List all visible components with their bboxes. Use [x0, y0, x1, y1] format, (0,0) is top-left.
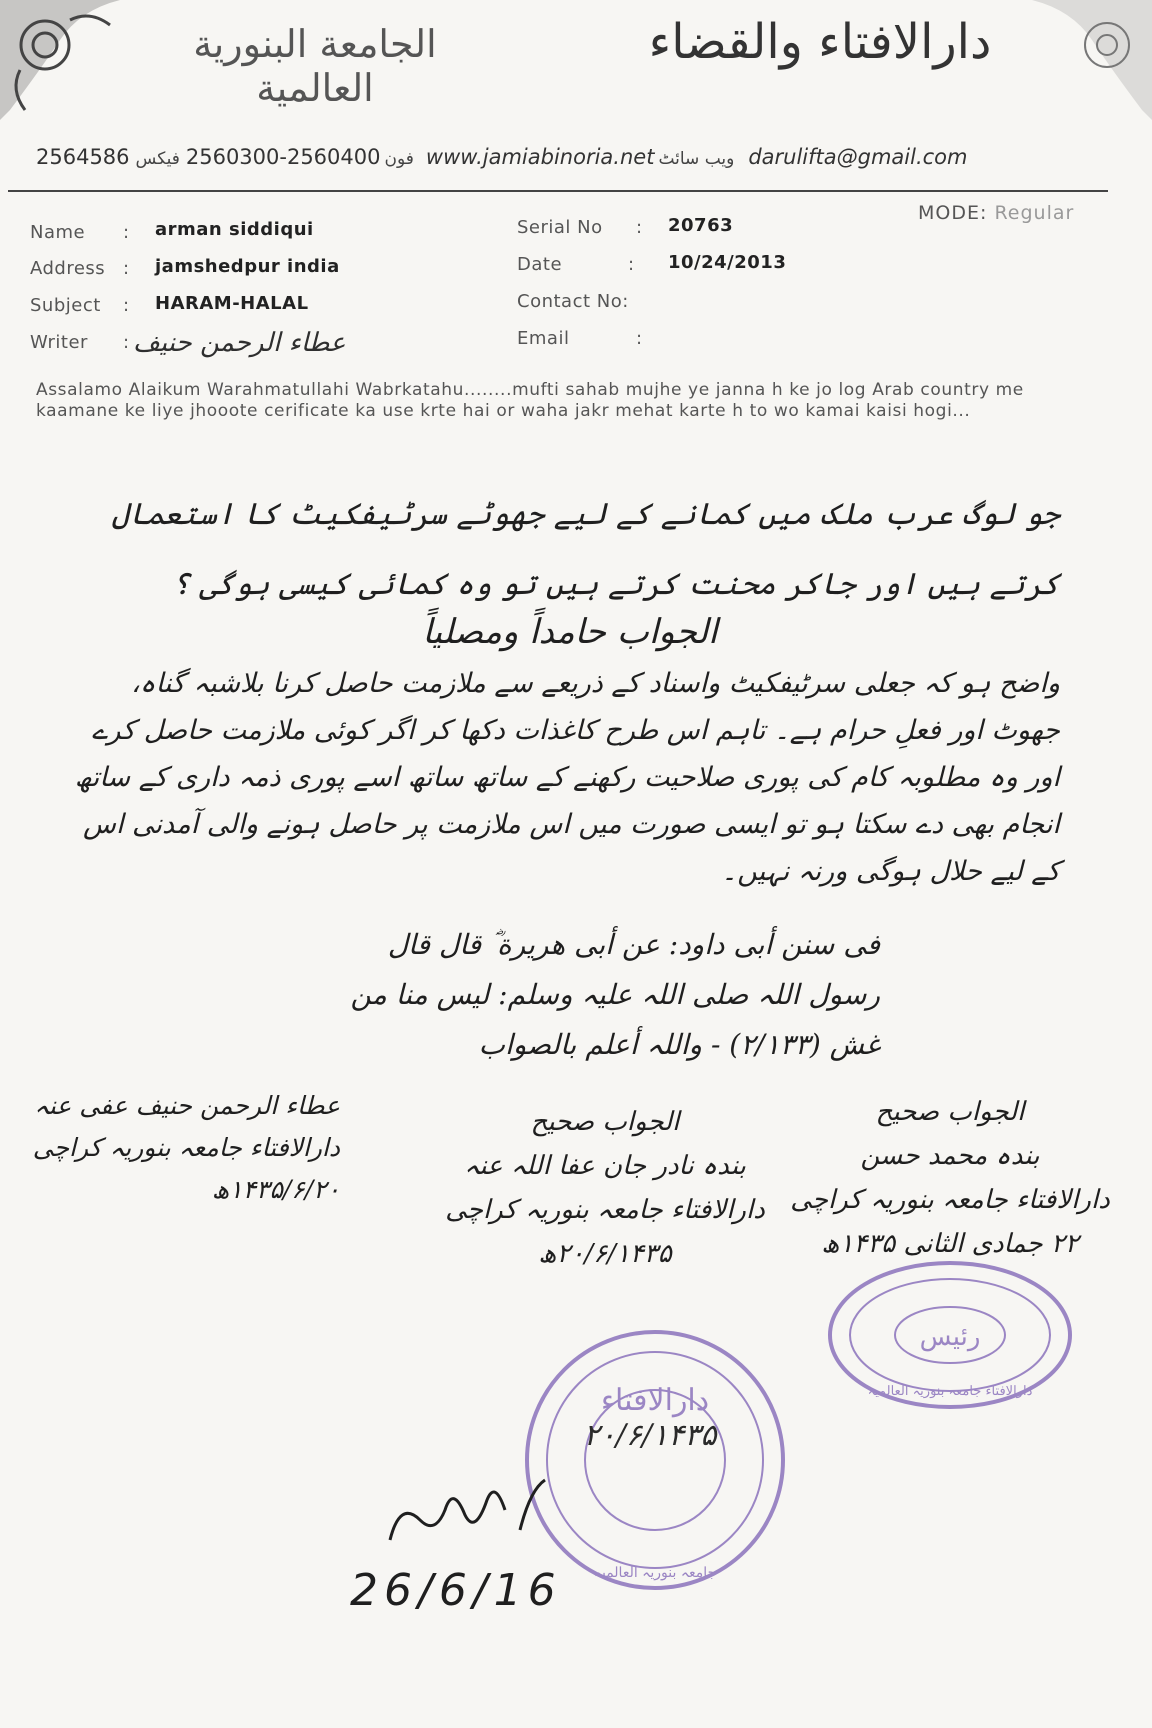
signature-line: بندہ محمد حسن [860, 1141, 1040, 1171]
serial-value: 20763 [668, 215, 734, 236]
department-name: دارالافتاء والقضاء [648, 14, 992, 70]
verifier-signature-block [440, 1100, 770, 1276]
mode-value: Regular [994, 202, 1075, 224]
signature-line: عطاء الرحمن حنیف عفی عنہ [34, 1091, 340, 1120]
signature-line: دارالافتاء جامعہ بنوریہ کراچی [445, 1195, 765, 1225]
oval-official-stamp [825, 1255, 1075, 1415]
fax-number: 2564586 [36, 145, 130, 169]
name-value: arman siddiqui [155, 219, 314, 240]
header-divider [8, 190, 1108, 192]
signature-line: دارالافتاء جامعہ بنوریہ کراچی [790, 1185, 1110, 1215]
signature-line: بندہ نادر جان عفا اللہ عنہ [464, 1151, 746, 1181]
signature-line: ۲۲ جمادی الثانی ۱۴۳۵ھ [821, 1229, 1079, 1259]
oval-stamp-center-text: رئیس [919, 1322, 981, 1352]
fax-label: فیکس [135, 149, 180, 169]
floral-ornament-icon [1032, 0, 1152, 120]
final-handwritten-date: 26/6/16 [350, 1565, 562, 1616]
handwritten-question: جو لوگ عرب ملک میں کمانے کے لیے جھوٹے سرٹیفکیٹ کا استعمال کرتے ہیں اور جاکر محنت کرتے ہیں تو وہ کمائی کیسی ہوگی ؟ [111, 497, 1060, 602]
stamp-handwritten-date: ۲۰/۶/۱۴۳۵ [583, 1418, 717, 1453]
email-label: Email [517, 328, 570, 349]
round-stamp-center-text: دارالافتاء [600, 1383, 710, 1418]
initials-scribble-signature [370, 1470, 570, 1560]
email-colon: : [636, 328, 643, 349]
mode-field [918, 202, 1074, 224]
date-value: 10/24/2013 [668, 252, 787, 273]
subject-label: Subject [30, 295, 101, 316]
name-colon: : [123, 222, 130, 243]
date-label: Date [517, 254, 563, 275]
round-stamp-ring-text: جامعہ بنوریہ العالمیہ [593, 1565, 717, 1581]
mode-label: MODE: [918, 202, 988, 224]
floral-ornament-icon [0, 0, 120, 120]
address-label: Address [30, 258, 106, 279]
signature-line: دارالافتاء جامعہ بنوریہ کراچی [32, 1133, 340, 1162]
writer-label: Writer [30, 332, 88, 353]
hadith-reference [300, 920, 880, 1070]
contact-label: Contact No: [517, 291, 629, 312]
question-text: Assalamo Alaikum Warahmatullahi Wabrkatahu........mufti sahab mujhe ye janna h ke jo log Arab country me kaamane ke liye jhooote cerificate ka use krte hai or waha jakr mehat karte h to wo kamai kaisi hogi... [36, 380, 1024, 421]
website-label: ویب سائٹ [658, 149, 735, 169]
writer-colon: : [123, 332, 130, 353]
address-colon: : [123, 258, 130, 279]
writer-signature-block [30, 1085, 340, 1211]
answer-body: واضح ہو کہ جعلی سرٹیفکیٹ واسناد کے ذریعے سے ملازمت حاصل کرنا بلاشبہ گناہ، جھوٹ اور فعلِ حرام ہے۔ تاہم اس طرح کاغذات دکھا کر اگر کوئی ملازمت حاصل کرے اور وہ مطلوبہ کام کی پوری صلاحیت رکھنے کے ساتھ ساتھ اسے پوری ذمہ داری کے ساتھ انجام بھی دے سکتا ہو تو ایسی صورت میں اس ملازمت پر حاصل ہونے والی آمدنی اس کے لیے حلال ہوگی ورنہ نہیں۔ [74, 668, 1060, 887]
date-colon: : [628, 254, 635, 275]
hadith-line: غش (۲/۱۳۳) - واللہ أعلم بالصواب [478, 1028, 880, 1061]
email-address: darulifta@gmail.com [748, 145, 968, 169]
address-value: jamshedpur india [155, 256, 340, 277]
signature-line: الجواب صحیح [875, 1097, 1025, 1127]
oval-stamp-ring-text: دارالافتاء جامعہ بنوریہ العالمیہ [867, 1384, 1033, 1399]
institution-name: الجامعة البنورية العالمية [193, 22, 437, 110]
writer-value: عطاء الرحمن حنیف [133, 328, 346, 358]
website: www.jamiabinoria.net [425, 145, 655, 169]
phone-label: فون [384, 149, 414, 169]
subject-colon: : [123, 295, 130, 316]
phone-numbers: 2560300-2560400 [185, 145, 381, 169]
signature-line: ۲۰/۶/۱۴۳۵ھ [538, 1239, 672, 1269]
serial-label: Serial No [517, 217, 603, 238]
name-label: Name [30, 222, 86, 243]
signature-line: ۱۴۳۵/۶/۲۰ھ [211, 1175, 340, 1204]
contact-line [36, 145, 1126, 169]
head-signature-block [790, 1090, 1110, 1266]
hadith-line: رسول اللہ صلی اللہ علیہ وسلم: لیس منا من [350, 978, 880, 1011]
answer-heading: الجواب حامداً ومصلیاً [422, 612, 718, 652]
serial-colon: : [636, 217, 643, 238]
subject-value: HARAM-HALAL [155, 293, 309, 314]
hadith-line: فی سنن أبی داود: عن أبی هريرة ؓ قال قال [387, 928, 880, 961]
signature-line: الجواب صحیح [530, 1107, 680, 1137]
